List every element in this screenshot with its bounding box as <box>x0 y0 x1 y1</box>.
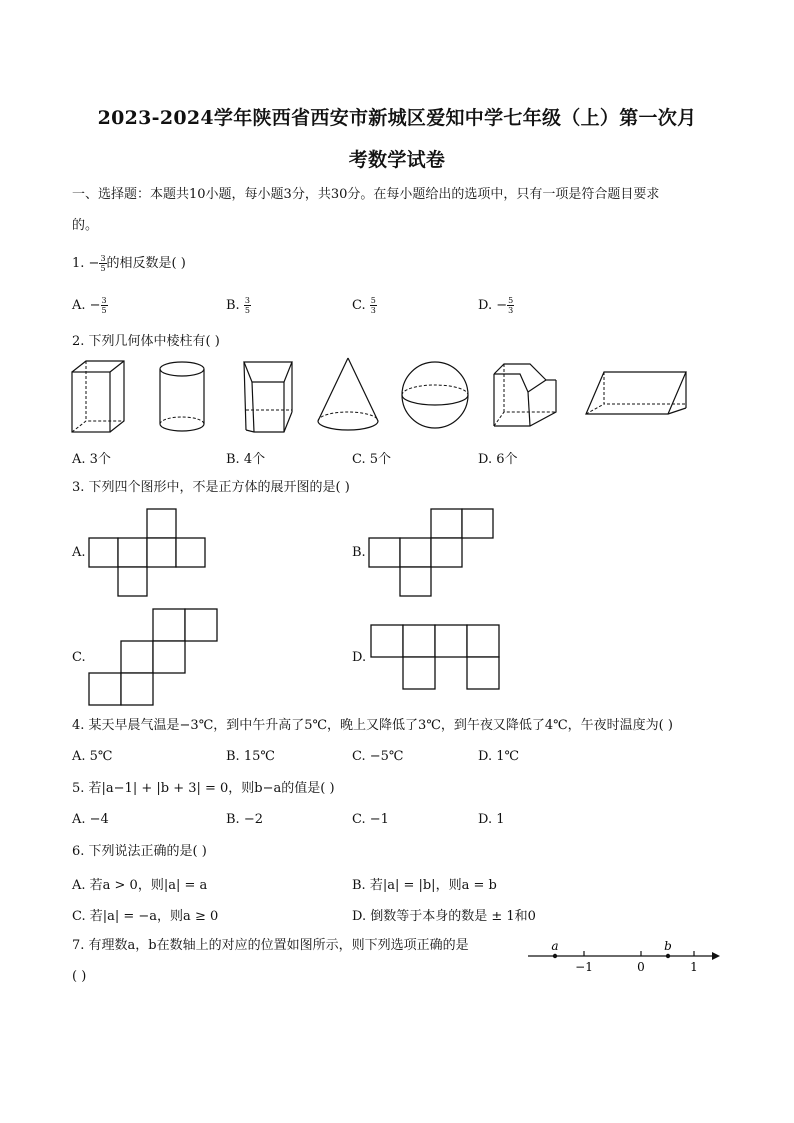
q4-option-a[interactable]: A. 5℃ <box>72 749 113 764</box>
question-4: 4. 某天早晨气温是−3℃，到中午升高了5℃，晚上又降低了3℃，到午夜又降低了4℃，午夜时温度为( ) <box>72 718 673 733</box>
q6-option-d[interactable]: D. 倒数等于本身的数是 ± 1和0 <box>352 909 536 924</box>
q3-option-a-label[interactable]: A. <box>72 545 86 560</box>
q5-option-a[interactable]: A. −4 <box>72 812 109 827</box>
q5-option-d[interactable]: D. 1 <box>478 812 505 827</box>
cube-net-a <box>88 508 210 600</box>
numerator: 3 <box>100 254 106 263</box>
q3-option-b-label[interactable]: B. <box>352 545 366 560</box>
numerator: 3 <box>101 296 107 305</box>
cube-net-d <box>370 624 500 692</box>
q5-option-c[interactable]: C. −1 <box>352 812 389 827</box>
cube-net-b <box>368 508 498 600</box>
tick-label-one: 1 <box>690 960 698 974</box>
section-instructions-cont: 的。 <box>72 218 99 233</box>
arrow-right-icon <box>712 952 720 960</box>
fraction <box>101 296 108 315</box>
q4-option-c[interactable]: C. −5℃ <box>352 749 404 764</box>
q2-option-b[interactable]: B. 4个 <box>226 452 266 467</box>
q3-option-d-label[interactable]: D. <box>352 650 367 665</box>
denominator: 3 <box>508 306 514 315</box>
q5-option-b[interactable]: B. −2 <box>226 812 263 827</box>
fraction <box>370 296 377 315</box>
section-instructions: 一、选择题：本题共10小题，每小题3分，共30分。在每小题给出的选项中，只有一项是符合题目要求 <box>72 187 660 202</box>
option-label: C. <box>352 298 370 313</box>
point-b <box>666 954 670 958</box>
q1-option-a[interactable] <box>72 296 108 315</box>
question-6: 6. 下列说法正确的是( ) <box>72 844 207 859</box>
number-line <box>526 936 722 976</box>
option-label: D. − <box>478 298 508 313</box>
fraction <box>244 296 251 315</box>
denominator: 5 <box>101 306 107 315</box>
option-label: B. <box>226 298 244 313</box>
question-1 <box>72 254 186 273</box>
q2-option-c[interactable]: C. 5个 <box>352 452 392 467</box>
q1-option-b[interactable] <box>226 296 251 315</box>
q6-option-a[interactable]: A. 若a > 0，则|a| = a <box>72 878 208 893</box>
question-5: 5. 若|a−1| + |b + 3| = 0，则b−a的值是( ) <box>72 781 335 796</box>
page-title-line2: 考数学试卷 <box>348 149 446 171</box>
cuboid-figure <box>70 360 130 435</box>
fraction <box>507 296 514 315</box>
cylinder-figure <box>158 360 210 435</box>
question-1-prefix: 1. − <box>72 256 100 271</box>
q6-option-b[interactable]: B. 若|a| = |b|，则a = b <box>352 878 497 893</box>
q2-option-a[interactable]: A. 3个 <box>72 452 111 467</box>
question-7-paren: ( ) <box>72 969 87 984</box>
cone-figure <box>316 356 382 436</box>
q6-option-c[interactable]: C. 若|a| = −a，则a ≥ 0 <box>72 909 219 924</box>
q2-option-d[interactable]: D. 6个 <box>478 452 518 467</box>
question-3: 3. 下列四个图形中，不是正方体的展开图的是( ) <box>72 480 350 495</box>
question-1-suffix: 的相反数是( ) <box>106 256 186 271</box>
option-label: A. − <box>72 298 101 313</box>
cube-net-c <box>88 608 220 708</box>
denominator: 5 <box>100 264 106 273</box>
denominator: 3 <box>370 306 376 315</box>
denominator: 5 <box>244 306 250 315</box>
numerator: 5 <box>370 296 376 305</box>
fraction <box>99 254 106 273</box>
sphere-figure <box>400 358 472 434</box>
truncated-cube-figure <box>490 360 562 432</box>
slanted-prism-figure <box>582 368 692 424</box>
trapezoid-prism-figure <box>240 360 298 435</box>
q1-option-d[interactable] <box>478 296 514 315</box>
tick-label-neg1: −1 <box>575 960 593 974</box>
numerator: 5 <box>508 296 514 305</box>
q4-option-d[interactable]: D. 1℃ <box>478 749 520 764</box>
point-b-label: b <box>664 939 672 953</box>
q4-option-b[interactable]: B. 15℃ <box>226 749 275 764</box>
numerator: 3 <box>244 296 250 305</box>
q3-option-c-label[interactable]: C. <box>72 650 86 665</box>
page-title: 2023-2024学年陕西省西安市新城区爱知中学七年级（上）第一次月 <box>97 107 697 129</box>
point-a-label: a <box>551 939 559 953</box>
point-a <box>553 954 557 958</box>
question-2: 2. 下列几何体中棱柱有( ) <box>72 334 220 349</box>
question-7: 7. 有理数a，b在数轴上的对应的位置如图所示，则下列选项正确的是 <box>72 938 469 953</box>
q1-option-c[interactable] <box>352 296 377 315</box>
tick-label-zero: 0 <box>637 960 645 974</box>
